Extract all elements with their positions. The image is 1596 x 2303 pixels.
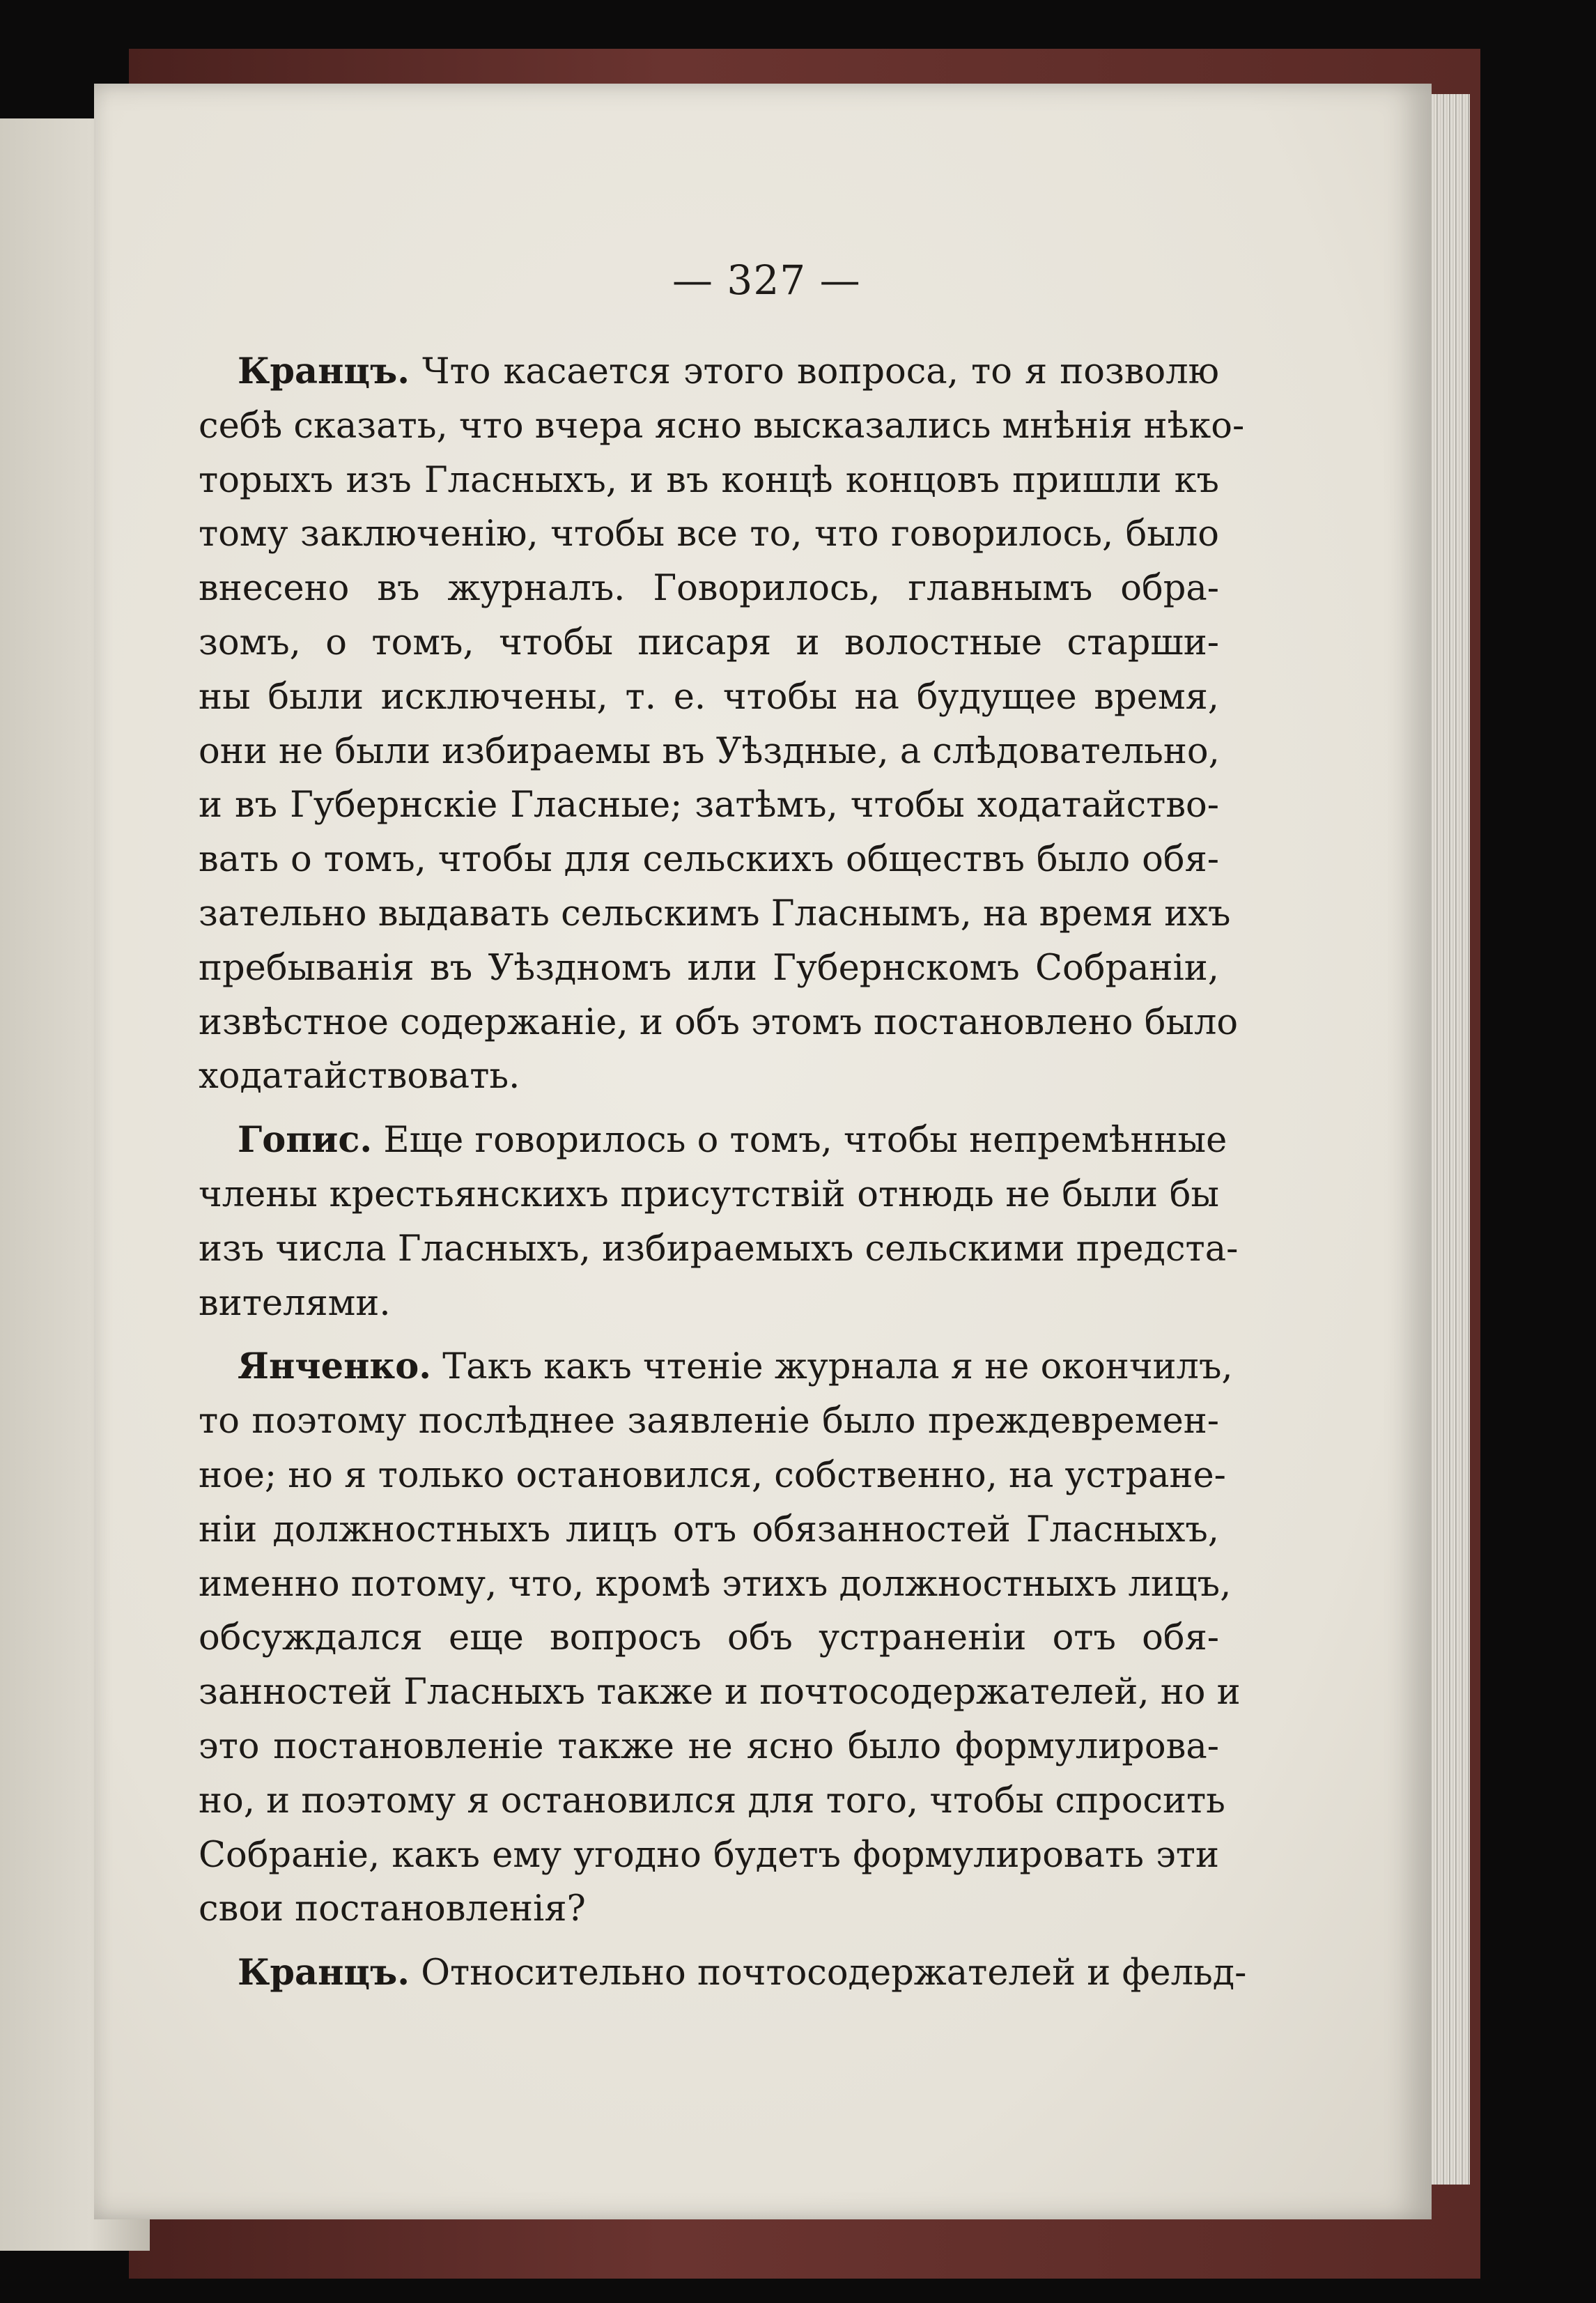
text-line bbox=[199, 725, 1219, 779]
text-line bbox=[199, 345, 1219, 399]
page-text bbox=[199, 345, 1247, 2001]
line-text: вителями. bbox=[199, 1282, 391, 1324]
text-line bbox=[199, 562, 1219, 616]
text-line bbox=[199, 670, 1219, 725]
line-text: зательно выдавать сельскимъ Гласнымъ, на время ихъ bbox=[199, 893, 1231, 934]
text-line bbox=[199, 1720, 1219, 1774]
text-line bbox=[199, 399, 1245, 454]
text-line bbox=[199, 1277, 1219, 1331]
text-line bbox=[199, 1611, 1219, 1665]
line-text: ходатайствовать. bbox=[199, 1056, 520, 1097]
speaker-name: Гопис. bbox=[238, 1119, 373, 1162]
line-text: занностей Гласныхъ также и почтосодержателей, но и bbox=[199, 1672, 1241, 1713]
text-line bbox=[199, 1222, 1239, 1277]
text-line bbox=[199, 778, 1219, 833]
line-text: свои постановленія? bbox=[199, 1888, 586, 1930]
line-text: зомъ, о томъ, чтобы писаря и волостные старши- bbox=[199, 622, 1219, 663]
line-text: обсуждался еще вопросъ объ устраненіи отъ обя- bbox=[199, 1617, 1219, 1659]
line-text: внесено въ журналъ. Говорилось, главнымъ обра- bbox=[199, 568, 1219, 610]
text-line bbox=[199, 616, 1219, 670]
line-text: то поэтому послѣднее заявленіе было преждевремен- bbox=[199, 1401, 1219, 1442]
line-text: Что касается этого вопроса, то я позволю bbox=[422, 351, 1219, 392]
text-line bbox=[199, 833, 1219, 887]
paragraph bbox=[199, 345, 1245, 1104]
text-line bbox=[199, 1503, 1219, 1557]
line-text: извѣстное содержаніе, и объ этомъ постановлено было bbox=[199, 1001, 1239, 1043]
line-text: Относительно почтосодержателей и фельд- bbox=[421, 1952, 1247, 1994]
paragraph bbox=[199, 1114, 1239, 1330]
text-line bbox=[199, 1114, 1227, 1168]
text-line bbox=[199, 1049, 1219, 1104]
text-line bbox=[199, 1557, 1232, 1612]
text-line bbox=[199, 1946, 1247, 2001]
text-line bbox=[199, 887, 1231, 941]
line-text: изъ числа Гласныхъ, избираемыхъ сельскими предста- bbox=[199, 1228, 1239, 1270]
text-line bbox=[199, 1340, 1233, 1394]
line-text: Еще говорилось о томъ, чтобы непремѣнные bbox=[383, 1120, 1227, 1162]
line-text: они не были избираемы въ Уѣздные, а слѣдовательно, bbox=[199, 730, 1220, 772]
line-text: именно потому, что, кромѣ этихъ должностныхъ лицъ, bbox=[199, 1563, 1232, 1605]
page-number: — 327 — bbox=[672, 256, 861, 304]
text-line bbox=[199, 1449, 1226, 1503]
text-line bbox=[199, 1394, 1219, 1449]
text-line bbox=[199, 507, 1219, 562]
speaker-name: Кранцъ. bbox=[238, 1952, 410, 1994]
text-line bbox=[199, 1882, 1219, 1936]
line-text: члены крестьянскихъ присутствій отнюдь не были бы bbox=[199, 1173, 1219, 1215]
line-text: Такъ какъ чтеніе журнала я не окончилъ, bbox=[442, 1346, 1233, 1388]
line-text: ное; но я только остановился, собственно, на устране- bbox=[199, 1454, 1226, 1496]
line-text: вать о томъ, чтобы для сельскихъ обществъ было обя- bbox=[199, 839, 1219, 881]
text-line bbox=[199, 454, 1219, 508]
speaker-name: Кранцъ. bbox=[238, 351, 410, 392]
paragraph bbox=[199, 1340, 1241, 1936]
line-text: Собраніе, какъ ему угодно будетъ формулировать эти bbox=[199, 1834, 1219, 1876]
line-text: себѣ сказать, что вчера ясно высказались мнѣнія нѣко- bbox=[199, 405, 1245, 447]
line-text: это постановленіе также не ясно было формулирова- bbox=[199, 1725, 1219, 1767]
text-line bbox=[199, 941, 1219, 996]
line-text: тому заключенію, чтобы все то, что говорилось, было bbox=[199, 514, 1219, 555]
text-line bbox=[199, 1665, 1241, 1720]
line-text: но, и поэтому я остановился для того, чтобы спросить bbox=[199, 1780, 1225, 1821]
line-text: пребыванія въ Уѣздномъ или Губернскомъ Собраніи, bbox=[199, 947, 1219, 989]
line-text: и въ Губернскіе Гласные; затѣмъ, чтобы ходатайство- bbox=[199, 785, 1219, 826]
text-line bbox=[199, 1828, 1219, 1883]
speaker-name: Янченко. bbox=[238, 1346, 432, 1388]
line-text: ніи должностныхъ лицъ отъ обязанностей Гласныхъ, bbox=[199, 1509, 1219, 1550]
text-line bbox=[199, 996, 1239, 1050]
paragraph bbox=[199, 1946, 1247, 2001]
line-text: торыхъ изъ Гласныхъ, и въ концѣ концовъ пришли къ bbox=[199, 459, 1219, 501]
text-line bbox=[199, 1774, 1225, 1828]
text-line bbox=[199, 1168, 1219, 1222]
line-text: ны были исключены, т. е. чтобы на будущее время, bbox=[199, 676, 1219, 718]
